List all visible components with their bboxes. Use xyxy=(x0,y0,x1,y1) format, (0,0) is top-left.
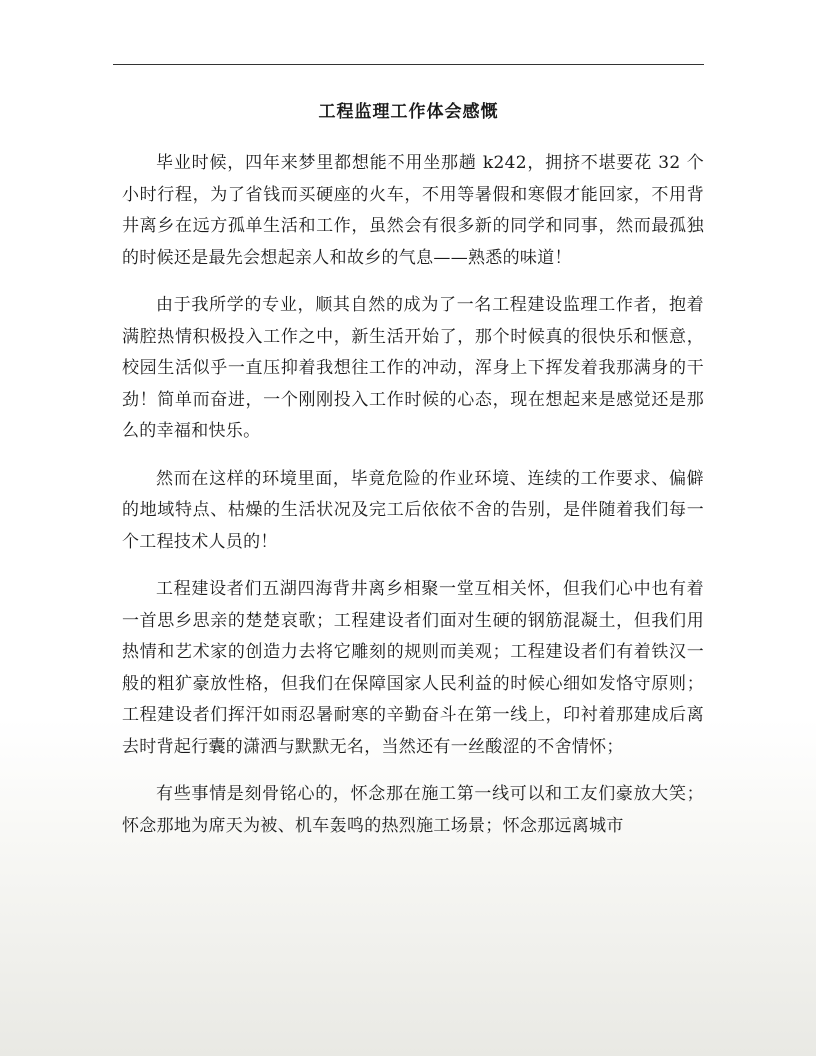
header-rule xyxy=(113,64,704,65)
paragraph-2: 由于我所学的专业，顺其自然的成为了一名工程建设监理工作者，抱着满腔热情积极投入工作之中，新生活开始了，那个时候真的很快乐和惬意，校园生活似乎一直压抑着我想往工作的冲动，浑身上下挥发着我那满身的干劲！简单而奋进，一个刚刚投入工作时候的心态，现在想起来是感觉还是那么的幸福和快乐。 xyxy=(122,295,704,441)
paragraph-1: 毕业时候，四年来梦里都想能不用坐那趟 k242，拥挤不堪要花 32 个小时行程，为了省钱而买硬座的火车，不用等暑假和寒假才能回家，不用背井离乡在远方孤单生活和工作，虽然会有很多新的同学和同事，然而最孤独的时候还是最先会想起亲人和故乡的气息——熟悉的味道！ xyxy=(122,153,704,268)
document-body xyxy=(122,148,704,858)
paragraph-3: 然而在这样的环境里面，毕竟危险的作业环境、连续的工作要求、偏僻的地域特点、枯燥的生活状况及完工后依依不舍的告别，是伴随着我们每一个工程技术人员的！ xyxy=(122,468,704,552)
document-title: 工程监理工作体会感慨 xyxy=(318,102,499,122)
paragraph-4: 工程建设者们五湖四海背井离乡相聚一堂互相关怀，但我们心中也有着一首思乡思亲的楚楚哀歌；工程建设者们面对生硬的钢筋混凝土，但我们用热情和艺术家的创造力去将它雕刻的规则而美观；工程建设者们有着铁汉一般的粗犷豪放性格，但我们在保障国家人民利益的时候心细如发恪守原则；工程建设者们挥汗如雨忍暑耐寒的辛勤奋斗在第一线上，印衬着那建成后离去时背起行囊的潇洒与默默无名，当然还有一丝酸涩的不舍情怀； xyxy=(122,579,704,757)
paragraph-5: 有些事情是刻骨铭心的，怀念那在施工第一线可以和工友们豪放大笑；怀念那地为席天为被、机车轰鸣的热烈施工场景；怀念那远离城市 xyxy=(122,784,704,836)
